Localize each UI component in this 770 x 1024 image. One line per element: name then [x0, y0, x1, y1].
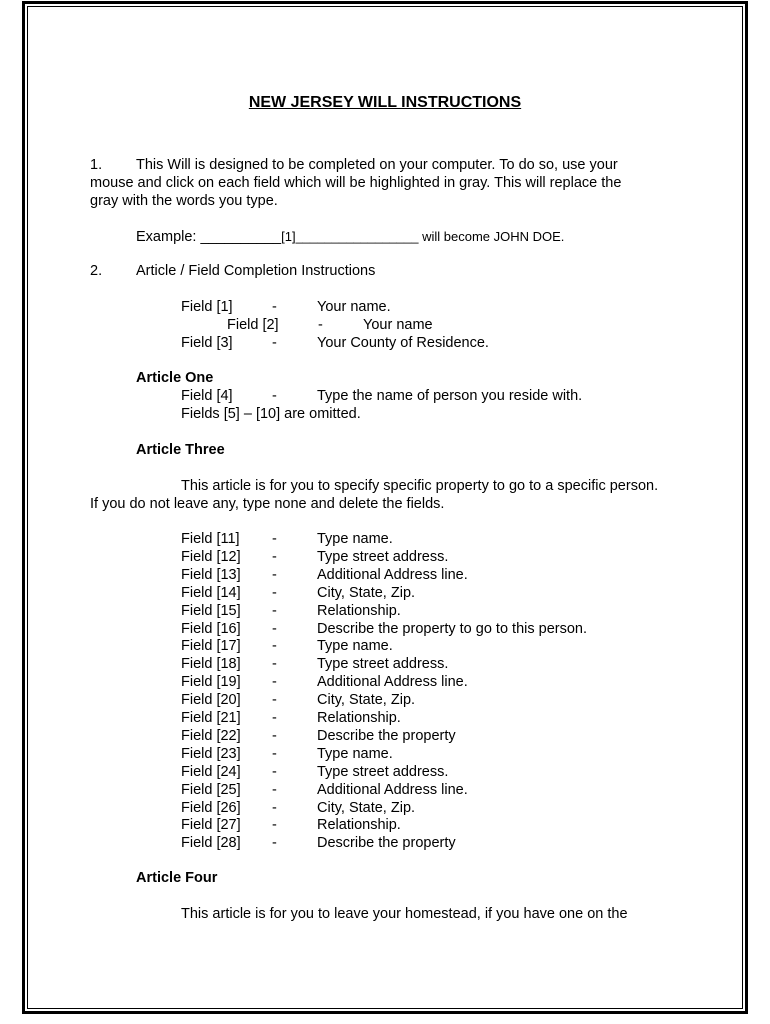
field-dash: - — [272, 638, 277, 655]
field-dash: - — [272, 548, 277, 565]
article-three-para-line-1: This article is for you to specify specific property to go to a specific person. — [181, 478, 659, 494]
article-four-para-line-1: This article is for you to leave your homestead, if you have one on the — [181, 906, 628, 922]
field-dash: - — [272, 299, 277, 315]
field-label: Field [19] — [181, 674, 241, 691]
field-label: Field [22] — [181, 727, 241, 744]
field-description: Type street address. — [317, 763, 449, 780]
paragraph-1-line-3: gray with the words you type. — [90, 193, 278, 209]
field-dash: - — [272, 620, 277, 637]
field-description: Additional Address line. — [317, 781, 468, 798]
field-label: Field [13] — [181, 566, 241, 583]
field-label: Field [4] — [181, 388, 233, 404]
field-description: Type name. — [317, 638, 393, 655]
field-dash: - — [272, 817, 277, 834]
field-description: Your name. — [317, 299, 391, 315]
field-dash: - — [272, 710, 277, 726]
field-dash: - — [272, 656, 277, 673]
field-label: Field [21] — [181, 710, 241, 726]
field-dash: - — [318, 317, 323, 333]
field-label: Field [14] — [181, 584, 241, 601]
field-description: Additional Address line. — [317, 566, 468, 583]
paragraph-1-line-1: This Will is designed to be completed on your computer. To do so, use your — [136, 157, 618, 173]
paragraph-2-number: 2. — [90, 263, 103, 279]
field-dash: - — [272, 335, 277, 351]
field-dash: - — [272, 835, 277, 852]
field-label: Field [11] — [181, 531, 240, 547]
field-label: Field [17] — [181, 638, 241, 655]
field-description: Describe the property — [317, 727, 456, 744]
fields-omitted-note: Fields [5] – [10] are omitted. — [181, 406, 361, 422]
field-dash: - — [272, 745, 277, 762]
field-label: Field [27] — [181, 817, 241, 834]
field-description: Describe the property to go to this person. — [317, 620, 588, 637]
field-description: City, State, Zip. — [317, 799, 416, 816]
paragraph-1-number: 1. — [90, 157, 103, 173]
field-dash: - — [272, 602, 277, 619]
field-label: Field [26] — [181, 799, 241, 816]
field-description: Your name — [363, 317, 433, 333]
field-description: Relationship. — [317, 817, 401, 834]
field-label: Field [3] — [181, 335, 233, 351]
field-description: Type street address. — [317, 548, 449, 565]
article-four-heading: Article Four — [136, 870, 218, 886]
field-description: Your County of Residence. — [317, 335, 489, 351]
field-label: Field [20] — [181, 692, 241, 709]
field-dash: - — [272, 799, 277, 816]
field-description: Relationship. — [317, 602, 401, 619]
field-dash: - — [272, 531, 277, 547]
field-description: Type name. — [317, 745, 393, 762]
field-description: Additional Address line. — [317, 674, 468, 691]
paragraph-1-line-2: mouse and click on each field which will be highlighted in gray. This will replace the — [90, 175, 622, 191]
field-dash: - — [272, 584, 277, 601]
article-three-heading: Article Three — [136, 442, 225, 458]
example-result: will become JOHN DOE. — [418, 229, 565, 244]
field-label: Field [12] — [181, 548, 241, 565]
field-description: Type the name of person you reside with. — [317, 388, 583, 404]
field-dash: - — [272, 727, 277, 744]
field-description: Relationship. — [317, 710, 401, 726]
field-description: City, State, Zip. — [317, 692, 416, 709]
example-field: [1]_________________ — [281, 229, 419, 244]
document-title: NEW JERSEY WILL INSTRUCTIONS — [248, 94, 522, 111]
field-description: Describe the property — [317, 835, 456, 852]
example-label: Example: __________ — [136, 229, 282, 245]
field-description: Type name. — [317, 531, 393, 547]
field-dash: - — [272, 692, 277, 709]
field-label: Field [23] — [181, 745, 241, 762]
field-label: Field [1] — [181, 299, 233, 315]
field-description: City, State, Zip. — [317, 584, 416, 601]
article-three-para-line-2: If you do not leave any, type none and delete the fields. — [90, 496, 445, 512]
field-label: Field [2] — [227, 317, 279, 333]
paragraph-2-text: Article / Field Completion Instructions — [136, 263, 376, 279]
field-label: Field [16] — [181, 620, 241, 637]
field-dash: - — [272, 674, 277, 691]
field-dash: - — [272, 763, 277, 780]
field-label: Field [18] — [181, 656, 241, 673]
example-line — [136, 228, 564, 246]
field-dash: - — [272, 566, 277, 583]
article-one-heading: Article One — [136, 370, 214, 386]
field-label: Field [24] — [181, 763, 241, 780]
field-label: Field [25] — [181, 781, 241, 798]
field-dash: - — [272, 781, 277, 798]
field-label: Field [28] — [181, 835, 241, 852]
field-dash: - — [272, 388, 277, 404]
field-description: Type street address. — [317, 656, 449, 673]
field-label: Field [15] — [181, 602, 241, 619]
